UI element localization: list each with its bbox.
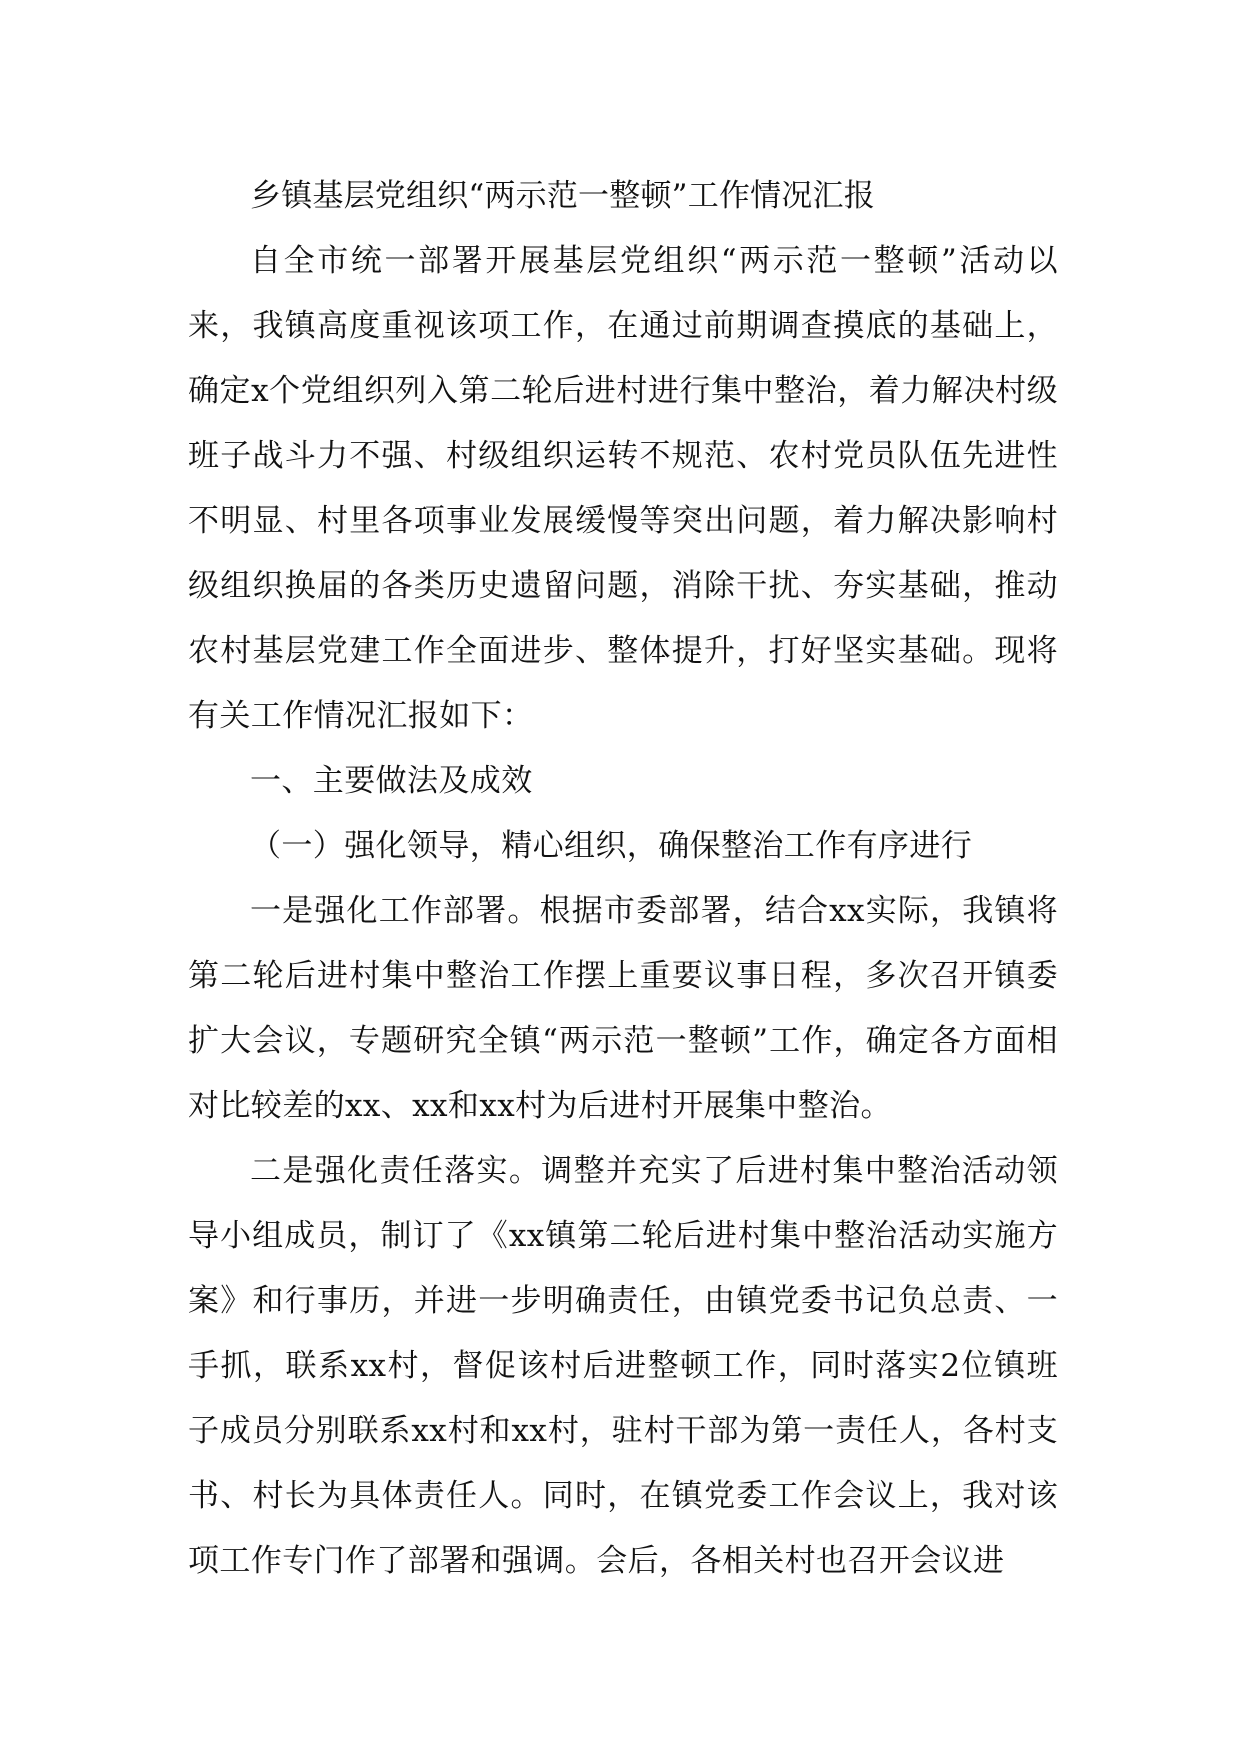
document-title: 乡镇基层党组织“两示范一整顿”工作情况汇报 <box>250 178 875 214</box>
body-paragraph-deployment: 一是强化工作部署。根据市委部署，结合xx实际，我镇将第二轮后进村集中整治工作摆上重要议事日程，多次召开镇委扩大会议，专题研究全镇“两示范一整顿”工作，确定各方面相对比较差的xx、xx和xx村为后进村开展集中整治。 <box>188 893 1058 1124</box>
section-heading-1: 一、主要做法及成效 <box>250 763 533 799</box>
intro-paragraph: 自全市统一部署开展基层党组织“两示范一整顿”活动以来，我镇高度重视该项工作，在通过前期调查摸底的基础上，确定x个党组织列入第二轮后进村进行集中整治，着力解决村级班子战斗力不强、村级组织运转不规范、农村党员队伍先进性不明显、村里各项事业发展缓慢等突出问题，着力解决影响村级组织换届的各类历史遗留问题，消除干扰、夯实基础，推动农村基层党建工作全面进步、整体提升，打好坚实基础。现将有关工作情况汇报如下： <box>188 243 1058 734</box>
document-body <box>188 164 1058 1594</box>
body-paragraph-responsibility: 二是强化责任落实。调整并充实了后进村集中整治活动领导小组成员，制订了《xx镇第二轮后进村集中整治活动实施方案》和行事历，并进一步明确责任，由镇党委书记负总责、一手抓，联系xx村，督促该村后进整顿工作，同时落实2位镇班子成员分别联系xx村和xx村，驻村干部为第一责任人，各村支书、村长为具体责任人。同时，在镇党委工作会议上，我对该项工作专门作了部署和强调。会后，各相关村也召开会议进 <box>188 1153 1058 1579</box>
subsection-heading-1: （一）强化领导，精心组织，确保整治工作有序进行 <box>250 828 973 864</box>
